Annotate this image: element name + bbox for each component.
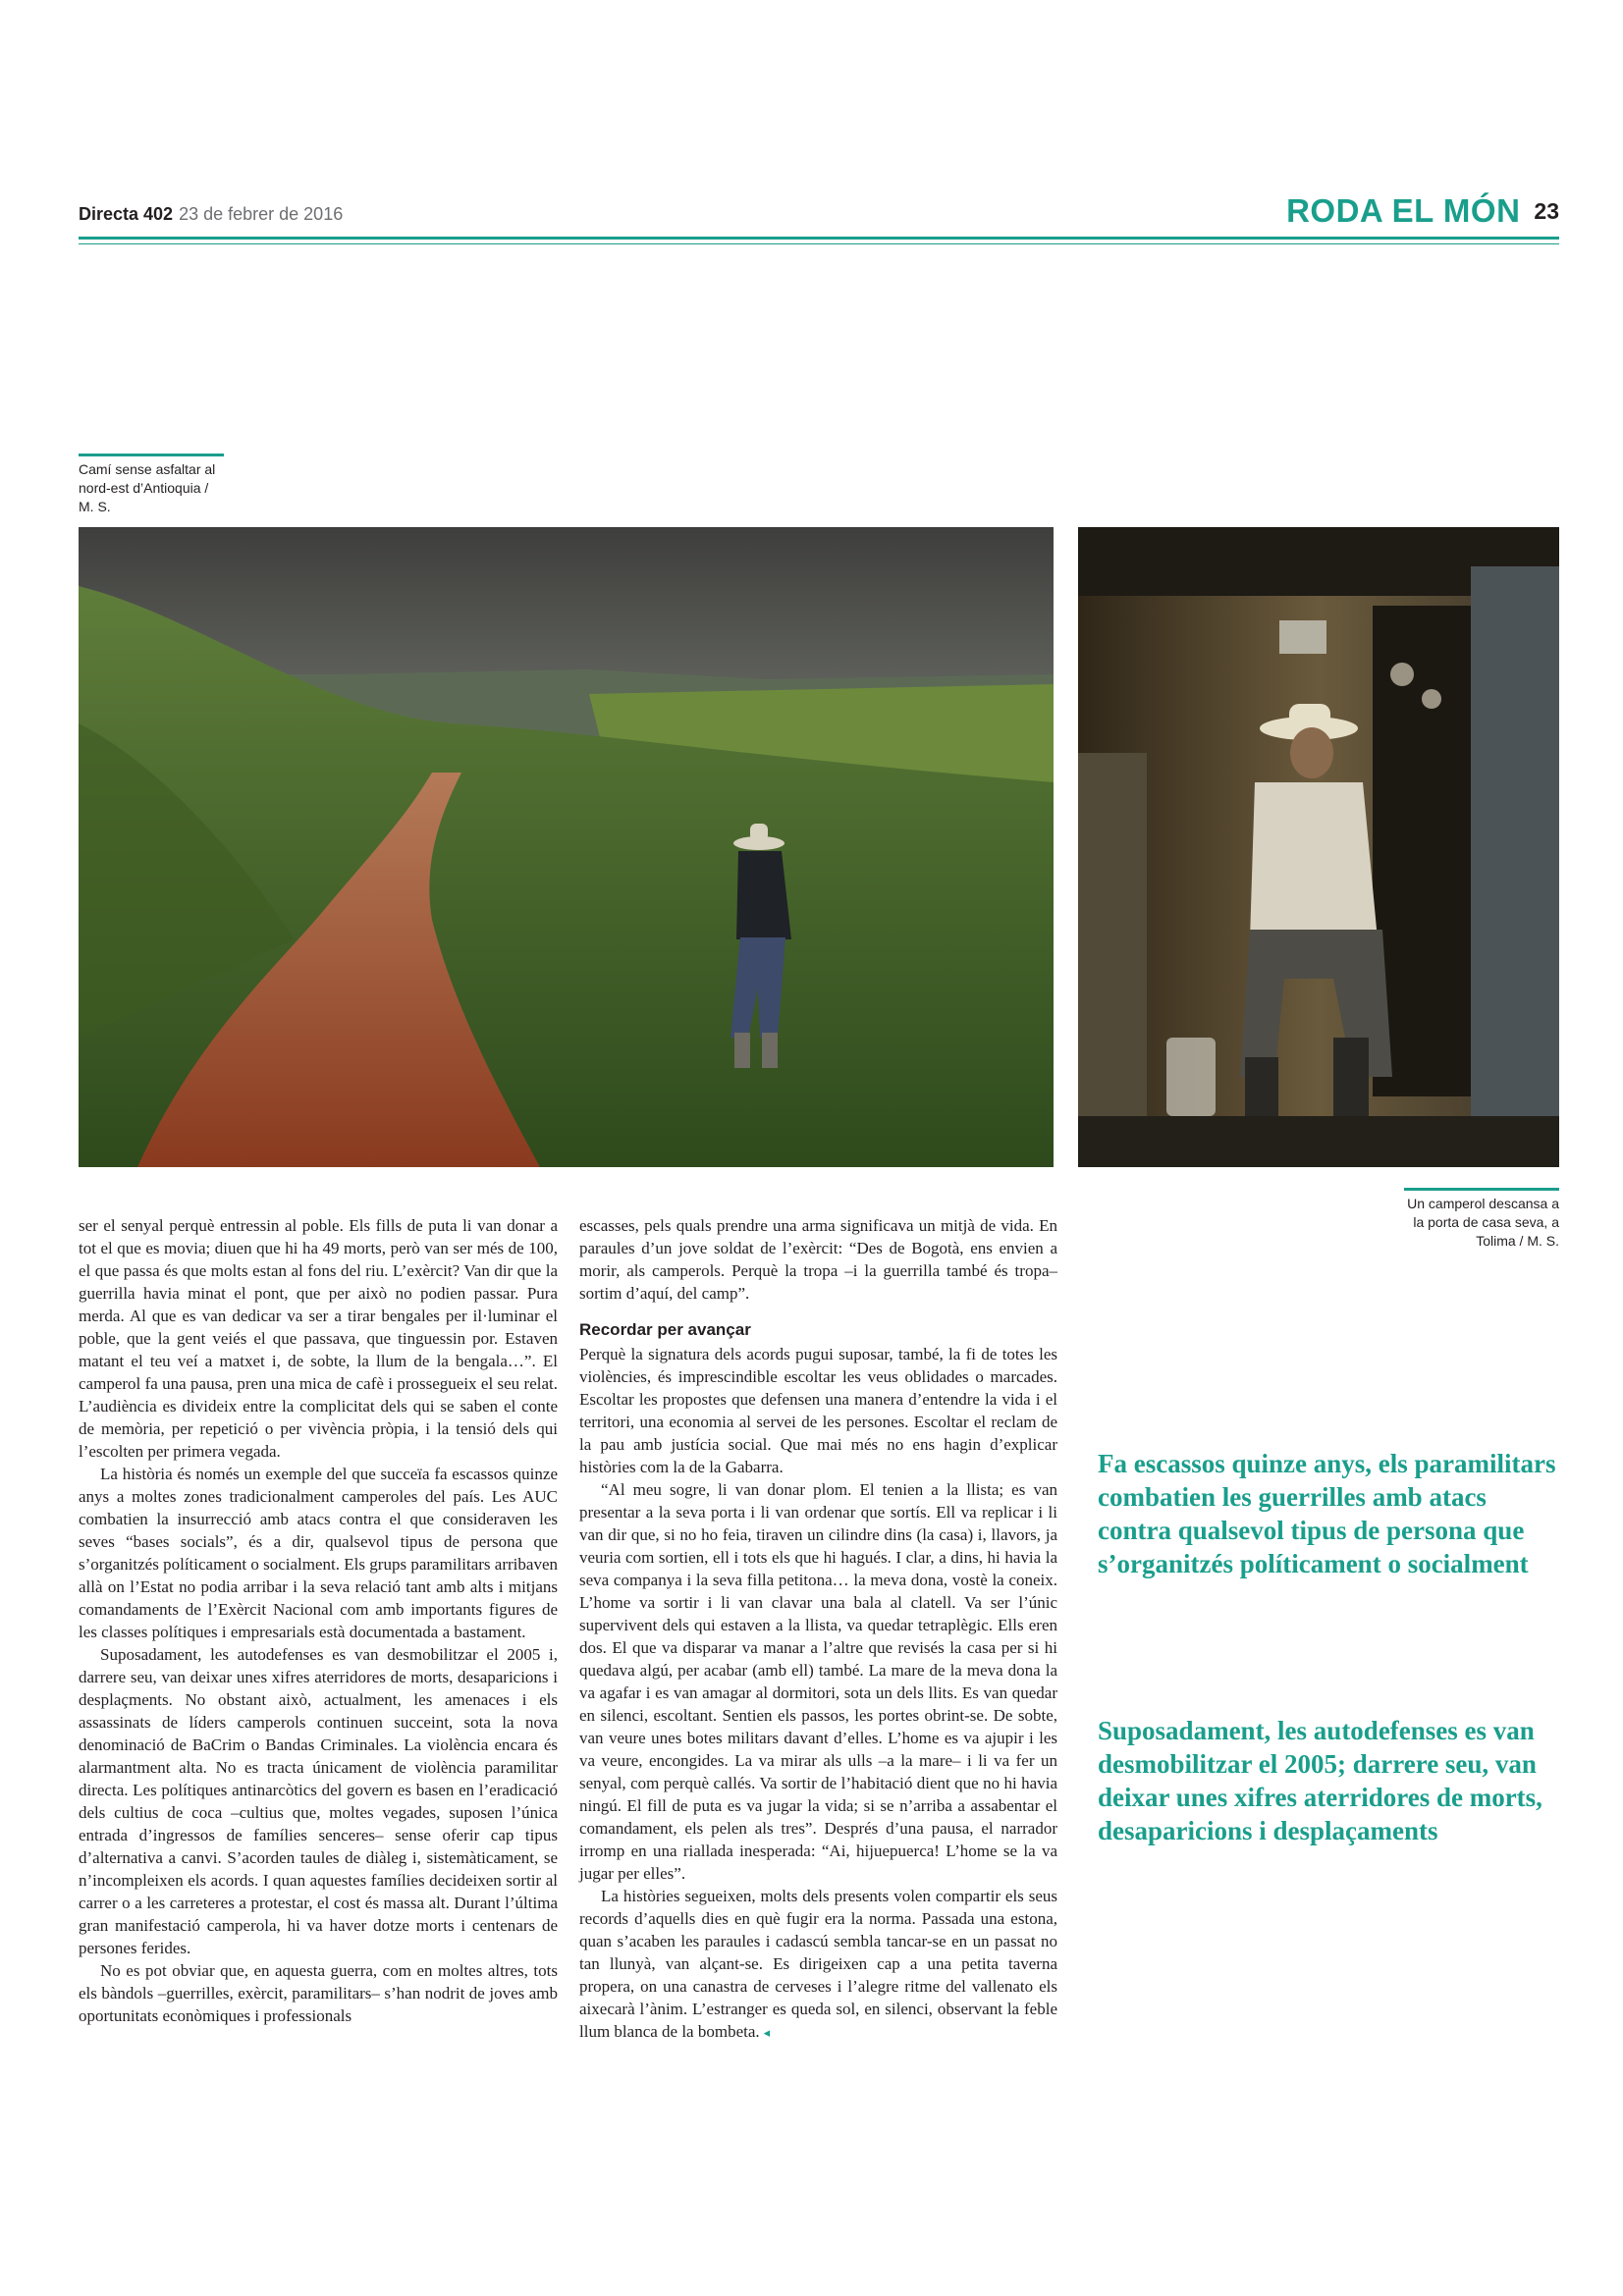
page-number: 23 xyxy=(1534,198,1559,224)
issue-date: 23 de febrer de 2016 xyxy=(179,204,344,224)
photo-dirt-road xyxy=(79,527,1054,1167)
publication-name: Directa 402 xyxy=(79,204,174,224)
article-column-1 xyxy=(79,1214,558,2027)
header-rule xyxy=(79,237,1559,240)
article-paragraph xyxy=(579,1885,1057,2044)
article-paragraph-text: La històries segueixen, molts dels presents volen compartir els seus records d’aquells dies en què fugir era la norma. Passada una estona, quan s’acaben les paraules i cadascú sembla tancar-se en un passat no tan llunyà, van alçant-se. Es dirigeixen cap a una petita taverna propera, on una canastra de cerveses i l’alegre ritme del vallenato els aixecarà l’ànim. L’estranger es queda sol, en silenci, observant la feble llum blanca de la bombeta. xyxy=(579,1887,1057,2041)
photo-farmer-at-door xyxy=(1078,527,1559,1167)
article-paragraph: ser el senyal perquè entressin al poble. Els fills de puta li van donar a tot el que es movia; diuen que hi ha 49 morts, però van ser més de 100, el que passa és que molts estan al fons del riu. L’exèrcit? Van dir que la guerrilla havia minat el pont, que per això no podien passar. Pura merda. Al que es van dedicar va ser a tirar bengales per il·luminar el poble, que la gent veiés el que passava, que tinguessin por. Estaven matant el teu veí a matxet i, de sobte, la llum de la bengala…”. El camperol fa una pausa, pren una mica de cafè i prossegueix el seu relat. L’audiència es divideix entre la complicitat dels qui se saben el conte de memòria, per repetició o per vivència pròpia, i la tensió dels qui l’escolten per primera vegada. xyxy=(79,1216,558,1461)
page-header xyxy=(79,192,1559,236)
photo-caption-left: Camí sense asfaltar al nord-est d’Antioquia / M. S. xyxy=(79,454,224,516)
article-paragraph: escasses, pels quals prendre una arma significava un mitjà de vida. En paraules d’un jove soldat de l’exèrcit: “Des de Bogotà, ens envien a morir, als camperols. Perquè la tropa –i la guerrilla també és tropa– sortim d’aquí, del camp”. xyxy=(579,1216,1057,1303)
article-paragraph: No es pot obviar que, en aquesta guerra, com en moltes altres, tots els bàndols –guerrilles, exèrcit, paramilitars– s’han nodrit de joves amb oportunitats econòmiques i professionals xyxy=(79,1961,558,2025)
article-paragraph: Suposadament, les autodefenses es van desmobilitzar el 2005 i, darrere seu, van deixar unes xifres aterridores de morts, desaparicions i desplaçments. No obstant això, actualment, les amenaces i els assassinats de líders camperols continuen succeint, sota la nova denominació de BaCrim o Bandas Criminales. La violència encara és alarmantment alta. No es tracta únicament de violència paramilitar directa. Les polítiques antinarcòtics del govern es basen en l’eradicació dels cultius de coca –cultius que, moltes vegades, suposen l’única entrada d’ingressos de famílies senceres– sense oferir cap tipus d’alternativa a canvi. S’acorden taules de diàleg i, sistemàticament, se n’incompleixen els acords. I quan aquestes famílies decideixen sortir al carrer o a les carreteres a protestar, el cost és massa alt. Durant l’última gran manifestació camperola, hi va haver dotze morts i centenars de persones ferides. xyxy=(79,1645,558,1957)
section-label xyxy=(1286,192,1559,230)
pull-quote: Fa escassos quinze anys, els paramilitars combatien les guerrilles amb atacs contra qualsevol tipus de persona que s’organitzés políticament o socialment xyxy=(1098,1449,1556,1578)
article-subhead: Recordar per avançar xyxy=(579,1320,751,1339)
section-title: RODA EL MÓN xyxy=(1286,192,1521,229)
end-of-article-icon: ◂ xyxy=(763,2025,771,2040)
pull-quote: Suposadament, les autodefenses es van desmobilitzar el 2005; darrere seu, van deixar unes xifres aterridores de morts, desaparicions i desplaçaments xyxy=(1098,1716,1542,1845)
article-paragraph: “Al meu sogre, li van donar plom. El tenien a la llista; es van presentar a la seva porta i li van ordenar que sortís. Ell va replicar i li van dir que, si no ho feia, tiraven un cilindre dins (la casa) i, llavors, ja veuria com sortien, ell i tots els que hi hagués. I clar, a dins, hi havia la seva companya i la seva filla petitona… la meva dona, vostè la coneix. L’home va sortir i li van clavar una bala al clatell. Va ser l’únic supervivent dels qui estaven a la llista, va quedar tetraplègic. Ells eren dos. El que va disparar va manar a l’altre que revisés la casa per si hi quedava algú, per acabar (amb ell) també. La mare de la meva dona la va agafar i es van amagar al dormitori, sota un dels llits. Es van quedar en silenci, escoltant. Sentien els passos, les portes obrint-se. De sobte, van veure unes botes militars davant d’elles. L’home es va ajupir i les va veure, encongides. La va mirar als ulls –a la mare– i li va fer un senyal, com perquè callés. Va sortir de l’habitació dient que no hi havia ningú. El fill de puta es va jugar la vida; si se n’arriba a assabentar el comandament, els pelen als tres”. Després d’una pausa, el narrador irromp en una riallada inesperada: “Ai, hijuepuerca! L’home se la va jugar per elles”. xyxy=(579,1480,1057,1883)
article-paragraph: Perquè la signatura dels acords pugui suposar, també, la fi de totes les violències, és imprescindible escoltar les veus oblidades o marcades. Escoltar les propostes que defensen una manera d’entendre la vida i el territori, una economia al servei de les persones. Escoltar el reclam de la pau amb justícia social. Que mai més no ens hagin d’explicar històries com la de la Gabarra. xyxy=(579,1345,1057,1476)
photo-caption-right: Un camperol descansa a la porta de casa seva, a Tolima / M. S. xyxy=(1404,1188,1559,1251)
article-paragraph: La història és només un exemple del que succeïa fa escassos quinze anys a moltes zones tradicionalment camperoles del país. Les AUC combatien la insurrecció amb atacs contra el que consideraven les seves “bases socials”, és a dir, qualsevol tipus de persona que s’organitzés políticament o socialment. Els grups paramilitars arribaven allà on l’Estat no podia arribar i la seva relació tant amb alts i mitjans comandaments de l’Exèrcit Nacional com amb importants figures de les classes polítiques i empresarials està documentada a bastament. xyxy=(79,1465,558,1641)
publication-info xyxy=(79,204,343,225)
header-rule-thin xyxy=(79,243,1559,244)
article-column-2 xyxy=(579,1214,1057,2044)
